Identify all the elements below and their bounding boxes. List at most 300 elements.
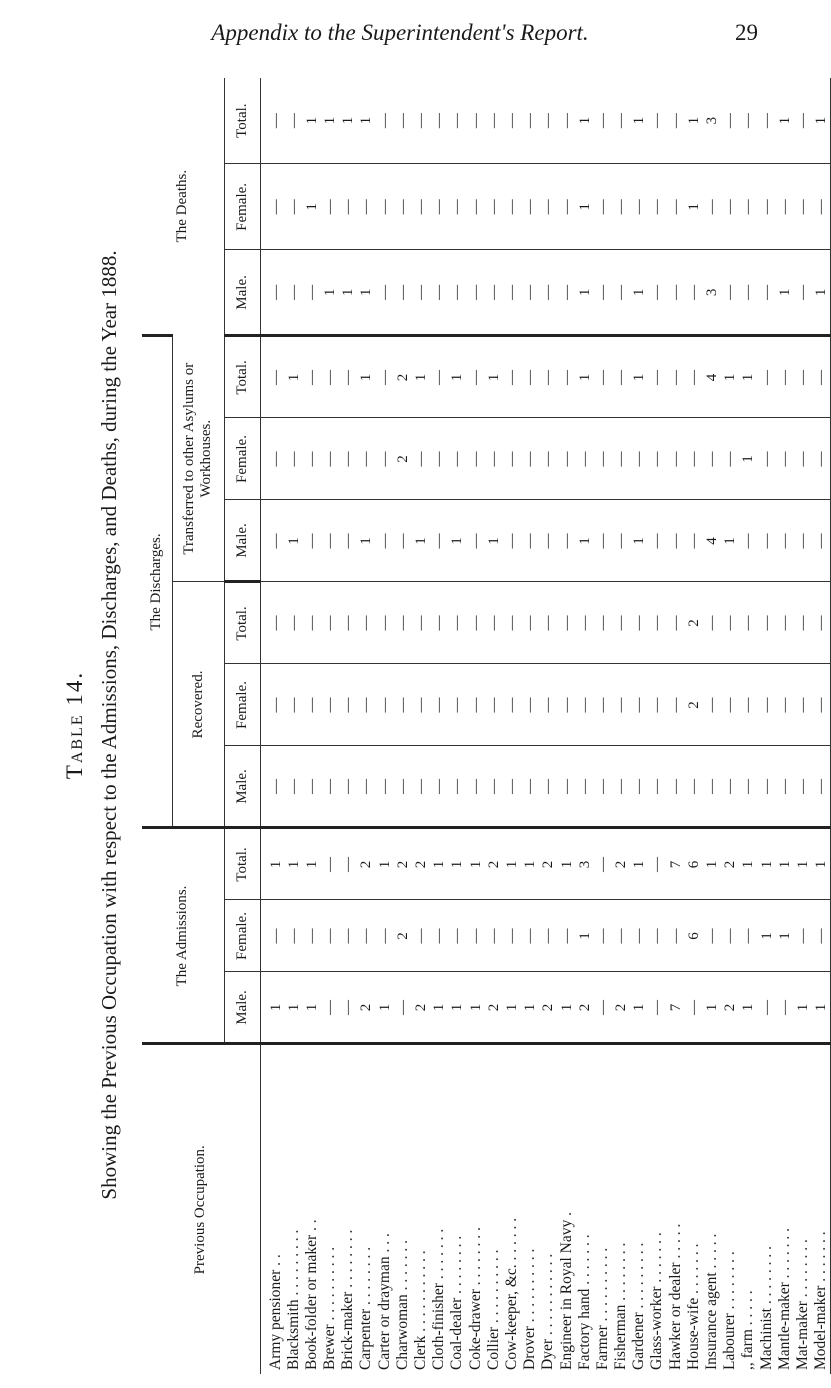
occupation-row [594, 1046, 612, 1375]
adm-total-value: 1 [431, 860, 448, 869]
adm-male-value: 1 [449, 1003, 466, 1012]
adm-female-value: — [431, 928, 448, 944]
de-total-value: — [503, 113, 520, 129]
tr-male-value: — [431, 533, 448, 549]
de-female-value: — [740, 199, 757, 215]
de-male-value: — [758, 284, 775, 300]
tr-female-value: — [685, 451, 702, 467]
rec-female-value: — [813, 697, 830, 713]
adm-male-value: 1 [813, 1003, 830, 1012]
header-discharges: The Discharges. [142, 336, 172, 828]
leader-dots: . . . . . . . [430, 1228, 448, 1280]
adm-total-value: 2 [413, 860, 429, 869]
tr-female-value: — [303, 451, 320, 467]
occupation-row [685, 1046, 703, 1375]
adm-male-value: 2 [722, 1003, 739, 1012]
rec-male-value: — [303, 778, 320, 794]
rec-total-value: — [667, 615, 684, 631]
rec-male-value: — [594, 778, 611, 794]
tr-female-value: — [267, 451, 284, 467]
rec-total-value: — [376, 615, 393, 631]
rec-male-value: — [685, 778, 702, 794]
adm-male-value: — [758, 1000, 775, 1015]
leader-dots: . . . . . . . . . . . [412, 1250, 429, 1332]
tr-total-value: 1 [576, 373, 593, 382]
leader-dots: . . . . . . . . . . [521, 1248, 539, 1323]
occupation-name: Glass-worker [648, 1286, 666, 1370]
rec-female-value: — [576, 697, 593, 713]
de-total-value: — [758, 113, 775, 129]
header-admissions: The Admissions. [142, 828, 224, 1044]
de-female-value: — [613, 199, 630, 215]
tr-male-value: 4 [704, 537, 720, 545]
de-male-value: — [667, 284, 684, 300]
de-female-value: — [758, 199, 775, 215]
de-female-value: — [285, 199, 302, 215]
occupation-row [376, 1046, 394, 1375]
tr-total-value: 1 [722, 373, 739, 382]
de-female-value: — [776, 199, 793, 215]
rec-female-value: — [522, 697, 539, 713]
tr-total-value: — [649, 369, 666, 385]
rec-female-value: — [467, 697, 484, 713]
occupation-row [758, 1046, 776, 1375]
tr-male-value: 1 [285, 537, 302, 545]
rec-total-value: — [449, 615, 466, 631]
rec-total-value: — [322, 615, 339, 631]
transferred-total-column [260, 336, 831, 418]
de-total-value: — [558, 113, 575, 129]
occupation-name: Machinist [757, 1308, 775, 1370]
occupation-name: Coke-drawer [466, 1289, 484, 1370]
de-female-value: — [558, 199, 575, 215]
adm-female-value: — [303, 928, 320, 944]
de-total-value: 1 [631, 116, 648, 125]
tr-total-value: — [813, 369, 830, 385]
de-total-value: — [285, 113, 302, 129]
header-deaths: The Deaths. [142, 78, 224, 336]
rec-male-value: — [794, 778, 811, 794]
adm-male-value: 2 [485, 1003, 502, 1012]
page-number: 29 [735, 20, 758, 45]
adm-female-value: — [358, 928, 375, 944]
adm-female-value: — [558, 928, 575, 944]
adm-total-value: 1 [503, 860, 520, 869]
de-female-value: — [594, 199, 611, 215]
occupation-name: Cloth-finisher [430, 1283, 448, 1370]
deaths-total-header: Total. [224, 78, 260, 164]
rec-female-value: — [594, 697, 611, 713]
occupation-row [776, 1046, 794, 1375]
de-female-value: — [631, 199, 648, 215]
occupation-name: Drover [521, 1326, 539, 1370]
tr-total-value: — [267, 369, 284, 385]
occupation-row [412, 1046, 430, 1375]
recovered-male-column [260, 746, 831, 828]
rec-total-value: — [649, 615, 666, 631]
de-total-value: 1 [358, 116, 375, 125]
leader-dots: . . . . . . . [575, 1234, 593, 1285]
rec-male-value: — [522, 778, 539, 794]
occupation-row [503, 1046, 521, 1375]
tr-female-value: 2 [394, 455, 411, 463]
occupation-name: Clerk [412, 1335, 429, 1370]
de-male-value: 1 [322, 288, 339, 297]
de-male-value: — [431, 284, 448, 300]
de-male-value: — [467, 284, 484, 300]
deaths-male-column [260, 250, 831, 336]
de-total-value: — [594, 113, 611, 129]
recovered-female-header: Female. [224, 664, 260, 746]
tr-male-value: — [540, 533, 557, 549]
rec-male-value: — [722, 778, 739, 794]
occupation-name: Factory hand [575, 1288, 593, 1370]
transferred-male-header: Male. [224, 500, 260, 582]
de-male-value: 1 [576, 288, 593, 297]
tr-male-value: — [613, 533, 630, 549]
rec-male-value: — [776, 778, 793, 794]
adm-female-value: — [503, 928, 520, 944]
rec-total-value: — [758, 615, 775, 631]
adm-total-value: 3 [576, 860, 593, 869]
de-total-value: 1 [303, 116, 320, 125]
de-total-value: — [522, 113, 539, 129]
adm-male-value: 1 [794, 1003, 811, 1012]
leader-dots: . . . . . [666, 1223, 684, 1259]
tr-female-value: — [613, 451, 630, 467]
adm-male-value: 1 [558, 1003, 575, 1012]
adm-female-value: — [594, 928, 611, 944]
tr-total-value: — [685, 369, 702, 385]
rec-male-value: — [376, 778, 393, 794]
occupation-row [630, 1046, 648, 1375]
rec-male-value: — [413, 778, 429, 794]
de-total-value: 3 [704, 116, 720, 125]
adm-total-value: 6 [685, 860, 702, 869]
adm-male-value: — [685, 1000, 702, 1015]
tr-female-value: — [485, 451, 502, 467]
occupation-name: Brick-maker [339, 1291, 357, 1370]
running-head [0, 20, 800, 50]
leader-dots: . . [302, 1219, 320, 1231]
occupation-row [794, 1046, 812, 1375]
rec-female-value: — [631, 697, 648, 713]
adm-female-value: — [267, 928, 284, 944]
adm-total-value: — [594, 857, 611, 872]
de-female-value: — [322, 199, 339, 215]
leader-dots: . . . . . [739, 1290, 757, 1326]
tr-female-value: — [540, 451, 557, 467]
rec-total-value: — [631, 615, 648, 631]
adm-total-value: 2 [485, 860, 502, 869]
adm-male-value: 1 [267, 1003, 284, 1012]
occupation-name: Mat-maker [793, 1301, 811, 1370]
adm-total-value: 1 [376, 860, 393, 869]
leader-dots: . . . . . . . . . [630, 1242, 648, 1309]
tr-female-value: — [576, 451, 593, 467]
de-male-value: — [649, 284, 666, 300]
rec-male-value: — [267, 778, 284, 794]
occupation-name: Charwoman [393, 1294, 411, 1370]
tr-total-value: 1 [413, 373, 429, 382]
adm-total-value: — [340, 857, 357, 872]
rec-total-value: — [813, 615, 830, 631]
de-male-value: — [558, 284, 575, 300]
adm-female-value: — [649, 928, 666, 944]
adm-male-value: 1 [285, 1003, 302, 1012]
rec-male-value: — [503, 778, 520, 794]
de-male-value: — [522, 284, 539, 300]
rec-male-value: — [704, 778, 720, 794]
tr-male-value: — [267, 533, 284, 549]
de-male-value: — [613, 284, 630, 300]
occupation-name: Labourer [721, 1313, 739, 1370]
deaths-male-header: Male. [224, 250, 260, 336]
running-head-title: Appendix to the Superintendent's Report. [211, 20, 589, 45]
tr-male-value: 1 [358, 537, 375, 545]
de-female-value: — [267, 199, 284, 215]
admissions-total-column [260, 828, 831, 900]
de-total-value: 1 [685, 116, 702, 125]
adm-male-value: 1 [303, 1003, 320, 1012]
rec-total-value: — [558, 615, 575, 631]
de-male-value: — [594, 284, 611, 300]
tr-female-value: 1 [740, 455, 757, 463]
de-female-value: — [358, 199, 375, 215]
tr-female-value: — [631, 451, 648, 467]
leader-dots: . . . . . . . . . [284, 1229, 302, 1296]
occupation-row [394, 1046, 412, 1375]
adm-female-value: — [322, 928, 339, 944]
de-female-value: — [722, 199, 739, 215]
rec-female-value: — [358, 697, 375, 713]
leader-dots: . . . . . . . [393, 1239, 411, 1291]
tr-female-value: — [376, 451, 393, 467]
occupation-row [576, 1046, 594, 1375]
de-total-value: — [376, 113, 393, 129]
occupation-row [648, 1046, 666, 1375]
table-caption [60, 70, 124, 1380]
leader-dots: . . . . . . . . [721, 1251, 739, 1310]
de-total-value: — [467, 113, 484, 129]
leader-dots: . . . . . . . . [466, 1227, 484, 1286]
tr-male-value: 1 [631, 537, 648, 545]
rotated-table-block [60, 70, 830, 1380]
adm-total-value: 1 [704, 860, 720, 869]
tr-male-value: — [758, 533, 775, 549]
adm-female-value: 1 [758, 932, 775, 940]
adm-male-value: — [649, 1000, 666, 1015]
de-male-value: — [540, 284, 557, 300]
de-male-value: — [722, 284, 739, 300]
de-female-value: 1 [303, 203, 320, 211]
de-female-value: — [503, 199, 520, 215]
leader-dots: . . . . . [703, 1233, 720, 1269]
tr-male-value: — [776, 533, 793, 549]
adm-total-value: 1 [794, 860, 811, 869]
rec-total-value: — [340, 615, 357, 631]
occupation-name: Carter or drayman [375, 1256, 393, 1370]
rec-total-value: — [303, 615, 320, 631]
tr-total-value: 1 [485, 373, 502, 382]
de-male-value: — [740, 284, 757, 300]
rec-female-value: — [794, 697, 811, 713]
leader-dots: . [557, 1212, 575, 1216]
tr-total-value: — [503, 369, 520, 385]
tr-total-value: — [303, 369, 320, 385]
tr-male-value: — [394, 533, 411, 549]
adm-female-value: 6 [685, 932, 702, 940]
de-female-value: — [667, 199, 684, 215]
rec-female-value: — [449, 697, 466, 713]
occupation-row [467, 1046, 485, 1375]
adm-total-value: 1 [813, 860, 830, 869]
occupation-row [612, 1046, 630, 1375]
adm-female-value: — [613, 928, 630, 944]
leader-dots: . . . . . . . . [612, 1242, 630, 1301]
de-male-value: 1 [813, 288, 830, 297]
tr-total-value: — [376, 369, 393, 385]
occupation-row [539, 1046, 557, 1375]
occupation-name: Cow-keeper, &c. [502, 1264, 520, 1370]
header-occupation: Previous Occupation. [142, 1044, 260, 1374]
rec-total-value: — [503, 615, 520, 631]
tr-female-value: — [285, 451, 302, 467]
transferred-female-header: Female. [224, 418, 260, 500]
adm-male-value: 1 [704, 1003, 720, 1012]
tr-male-value: — [340, 533, 357, 549]
de-female-value: — [449, 199, 466, 215]
adm-male-value: 1 [740, 1003, 757, 1012]
rec-female-value: 2 [685, 701, 702, 709]
rec-male-value: — [540, 778, 557, 794]
rec-total-value: — [522, 615, 539, 631]
leader-dots: . . . [375, 1233, 393, 1253]
tr-male-value: — [322, 533, 339, 549]
adm-total-value: 1 [631, 860, 648, 869]
de-male-value: — [394, 284, 411, 300]
rec-female-value: — [431, 697, 448, 713]
tr-male-value: — [685, 533, 702, 549]
occupation-column [260, 1044, 831, 1374]
adm-female-value: 1 [776, 932, 793, 940]
tr-female-value: — [558, 451, 575, 467]
rec-female-value: — [776, 697, 793, 713]
adm-female-value: — [540, 928, 557, 944]
adm-female-value: — [722, 928, 739, 944]
admissions-male-column [260, 972, 831, 1044]
de-total-value: — [740, 113, 757, 129]
admissions-female-header: Female. [224, 900, 260, 972]
leader-dots: . . . . . . . . [339, 1229, 357, 1288]
adm-total-value: 1 [467, 860, 484, 869]
adm-female-value: — [376, 928, 393, 944]
header-transferred: Transferred to other Asylums or Workhouses. [172, 336, 224, 582]
de-total-value: 1 [813, 116, 830, 125]
rec-total-value: — [394, 615, 411, 631]
rec-male-value: — [449, 778, 466, 794]
adm-female-value: — [667, 928, 684, 944]
adm-male-value: 2 [540, 1003, 557, 1012]
de-total-value: — [722, 113, 739, 129]
leader-dots: . . . . . . . [775, 1227, 793, 1279]
rec-female-value: — [322, 697, 339, 713]
tr-total-value: — [594, 369, 611, 385]
tr-female-value: — [722, 451, 739, 467]
leader-dots: . . . . . . . . . . . [539, 1253, 557, 1336]
transferred-total-header: Total. [224, 336, 260, 418]
adm-female-value: — [794, 928, 811, 944]
rec-total-value: — [358, 615, 375, 631]
occupation-name: Hawker or dealer [666, 1262, 684, 1370]
de-total-value: — [413, 113, 429, 129]
occupation-row [285, 1046, 303, 1375]
tr-female-value: — [322, 451, 339, 467]
de-female-value: — [794, 199, 811, 215]
adm-total-value: 1 [285, 860, 302, 869]
adm-female-value: — [467, 928, 484, 944]
tr-total-value: — [340, 369, 357, 385]
de-total-value: — [613, 113, 630, 129]
de-female-value: — [485, 199, 502, 215]
occupation-name: Brewer [321, 1324, 339, 1370]
rec-female-value: — [394, 697, 411, 713]
tr-total-value: — [540, 369, 557, 385]
de-male-value: 1 [631, 288, 648, 297]
occupation-row [521, 1046, 539, 1375]
occupation-row [339, 1046, 357, 1375]
occupation-table [142, 78, 831, 1374]
adm-male-value: 2 [413, 1003, 429, 1012]
recovered-female-column [260, 664, 831, 746]
rec-female-value: — [740, 697, 757, 713]
rec-female-value: — [540, 697, 557, 713]
rec-total-value: 2 [685, 619, 702, 627]
adm-female-value: — [485, 928, 502, 944]
tr-female-value: — [413, 451, 429, 467]
rec-male-value: — [758, 778, 775, 794]
rec-female-value: — [613, 697, 630, 713]
occupation-name: Dyer [539, 1339, 557, 1370]
occupation-name: Model-maker [812, 1285, 830, 1370]
adm-total-value: 1 [267, 860, 284, 869]
de-female-value: — [413, 199, 429, 215]
tr-total-value: — [431, 369, 448, 385]
de-female-value: 1 [576, 203, 593, 211]
tr-female-value: — [358, 451, 375, 467]
tr-female-value: — [431, 451, 448, 467]
tr-total-value: — [467, 369, 484, 385]
adm-total-value: 2 [613, 860, 630, 869]
recovered-total-column [260, 582, 831, 664]
adm-total-value: 1 [558, 860, 575, 869]
leader-dots: . . . . . . . . . . [593, 1247, 611, 1322]
occupation-row [485, 1046, 503, 1375]
de-male-value: — [449, 284, 466, 300]
occupation-row [667, 1046, 685, 1375]
occupation-name: Coal-dealer [448, 1297, 466, 1370]
tr-total-value: 4 [704, 373, 720, 382]
header-recovered: Recovered. [172, 582, 224, 828]
tr-male-value: — [558, 533, 575, 549]
de-total-value: 1 [322, 116, 339, 125]
de-female-value: — [340, 199, 357, 215]
tr-female-value: — [776, 451, 793, 467]
tr-total-value: — [613, 369, 630, 385]
tr-total-value: — [667, 369, 684, 385]
de-male-value: 1 [340, 288, 357, 297]
tr-total-value: — [758, 369, 775, 385]
